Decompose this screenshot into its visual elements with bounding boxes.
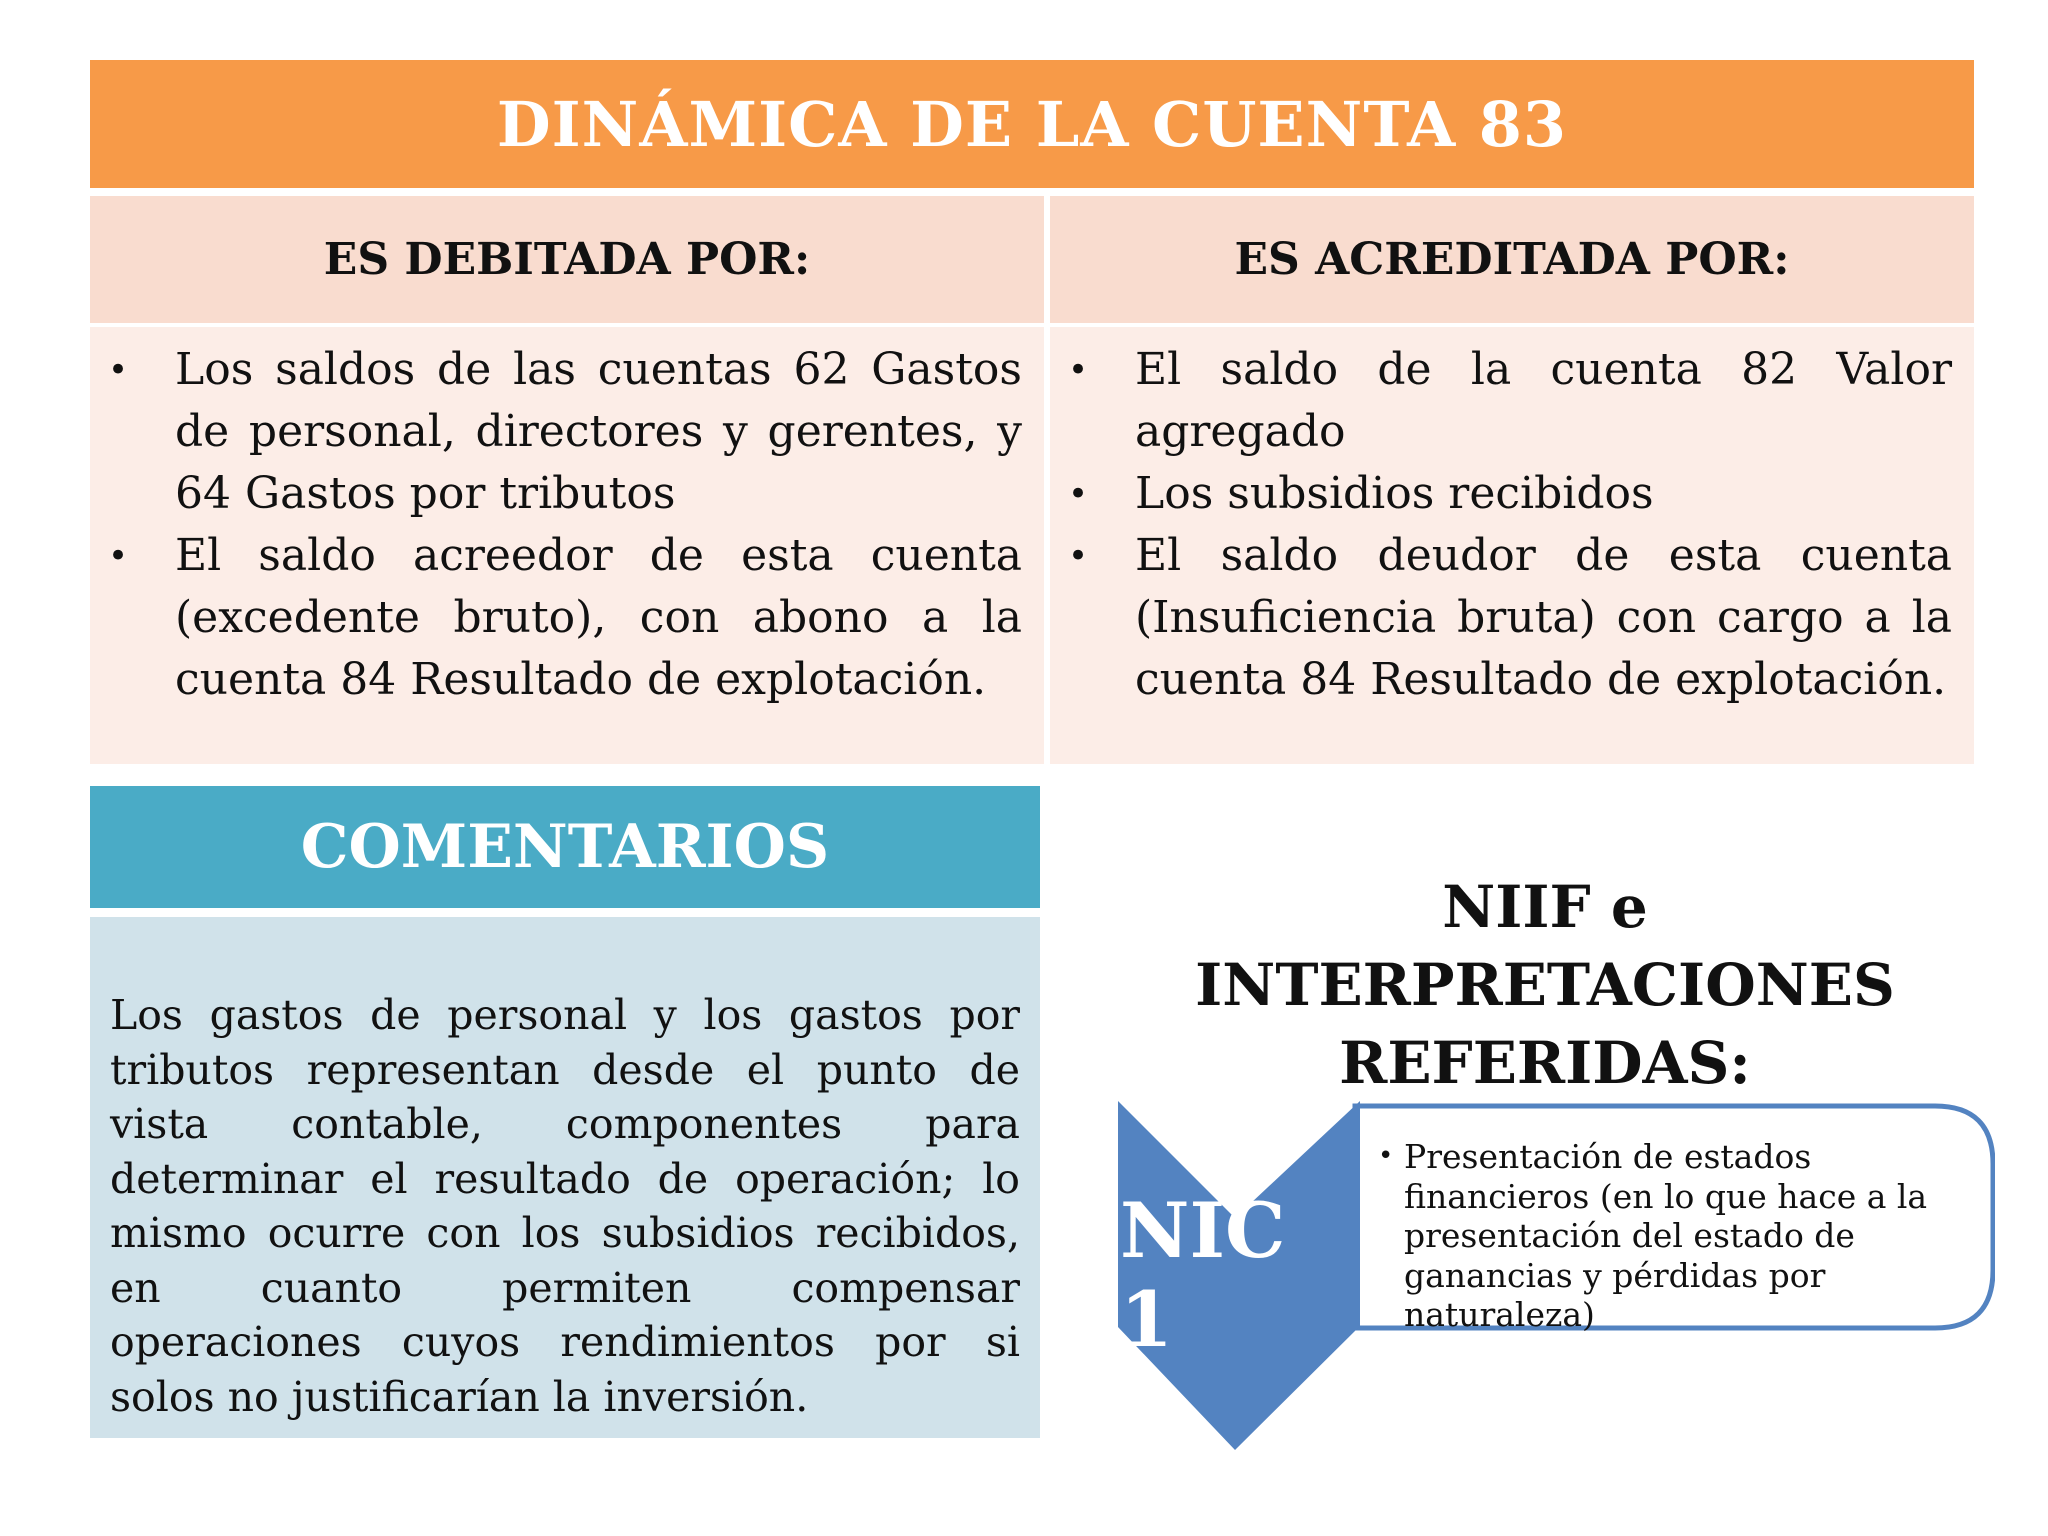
bullet-icon: • <box>108 536 129 576</box>
debit-item-text: El saldo acreedor de esta cuenta (excedente bruto), con abono a la cuenta 84 Resultado de explotación. <box>175 530 1022 705</box>
page-title: DINÁMICA DE LA CUENTA 83 <box>496 87 1568 161</box>
debit-header-label: ES DEBITADA POR: <box>323 234 811 285</box>
credit-body <box>1050 327 1974 764</box>
credit-header <box>1050 196 1974 323</box>
credit-item-text: Los subsidios recibidos <box>1135 468 1654 519</box>
credit-header-label: ES ACREDITADA POR: <box>1234 234 1790 285</box>
nic-item-text: Presentación de estados financieros (en lo que hace a la presentación del estado de ganancias y pérdidas por naturaleza) <box>1404 1137 1928 1334</box>
bullet-icon: • <box>1378 1141 1394 1171</box>
bullet-icon: • <box>1068 536 1089 576</box>
comments-title: COMENTARIOS <box>300 812 830 882</box>
credit-item <box>1050 525 1952 711</box>
nic-description <box>1378 1137 1978 1335</box>
nic-item <box>1378 1137 1978 1335</box>
credit-item <box>1050 339 1952 463</box>
niif-title-line2: REFERIDAS: <box>1339 1029 1751 1097</box>
comments-body <box>90 917 1040 1438</box>
debit-list <box>90 339 1022 711</box>
nic-label: NIC 1 <box>1120 1186 1286 1364</box>
bullet-icon: • <box>108 350 129 390</box>
bullet-icon: • <box>1068 474 1089 514</box>
debit-item <box>90 339 1022 525</box>
debit-item-text: Los saldos de las cuentas 62 Gastos de personal, directores y gerentes, y 64 Gastos por tributos <box>175 344 1022 519</box>
comments-text: Los gastos de personal y los gastos por tributos representan desde el punto de vista contable, componentes para determinar el resultado de operación; lo mismo ocurre con los subsidios recibidos, en cuanto permiten compensar operaciones cuyos rendimientos por si solos no justificarían la inversión. <box>110 991 1020 1421</box>
debit-body <box>90 327 1044 764</box>
bullet-icon: • <box>1068 350 1089 390</box>
debit-item <box>90 525 1022 711</box>
comments-header <box>90 786 1040 908</box>
credit-list <box>1050 339 1952 711</box>
credit-item <box>1050 463 1952 525</box>
credit-item-text: El saldo deudor de esta cuenta (Insuficiencia bruta) con cargo a la cuenta 84 Resultado de explotación. <box>1135 530 1952 705</box>
debit-header <box>90 196 1044 323</box>
niif-title <box>1100 868 1990 1102</box>
niif-title-line1: NIIF e INTERPRETACIONES <box>1195 873 1895 1019</box>
title-banner <box>90 60 1974 188</box>
credit-item-text: El saldo de la cuenta 82 Valor agregado <box>1135 344 1952 457</box>
